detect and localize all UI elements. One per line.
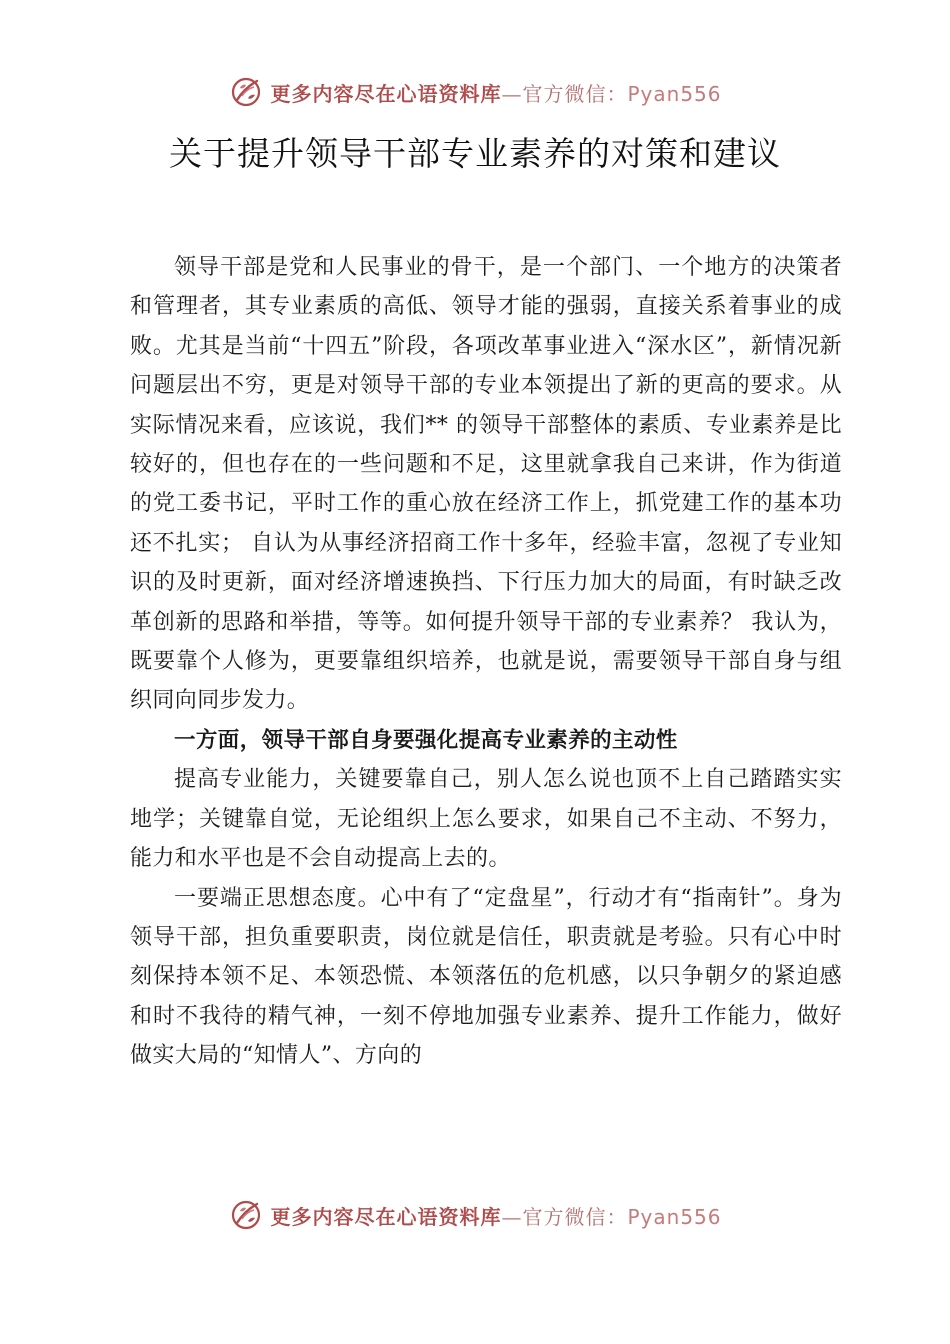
quill-flower-logo-icon bbox=[228, 74, 264, 110]
watermark-text bbox=[270, 1201, 721, 1230]
document-title: 关于提升领导干部专业素养的对策和建议 bbox=[169, 134, 781, 173]
watermark-separator: — bbox=[501, 81, 523, 106]
paragraph-intro: 领导干部是党和人民事业的骨干，是一个部门、一个地方的决策者和管理者，其专业素质的高低、领导才能的强弱，直接关系着事业的成败。尤其是当前“十四五”阶段，各项改革事业进入“深水区”，新情况新问题层出不穷，更是对领导干部的专业本领提出了新的更高的要求。从实际情况来看，应该说，我们** 的领导干部整体的素质、专业素养是比较好的，但也存在的一些问题和不足，这里就拿我自己来讲，作为街道的党工委书记，平时工作的重心放在经济工作上，抓党建工作的基本功还不扎实； 自认为从事经济招商工作十多年，经验丰富，忽视了专业知识的及时更新，面对经济增速换挡、下行压力加大的局面，有时缺乏改革创新的思路和举措，等等。如何提升领导干部的专业素养？ 我认为，既要靠个人修为，更要靠组织培养，也就是说，需要领导干部自身与组织同向同步发力。 bbox=[130, 255, 842, 714]
paragraph-attitude: 一要端正思想态度。心中有了“定盘星”，行动才有“指南针”。身为领导干部，担负重要职责，岗位就是信任，职责就是考验。只有心中时刻保持本领不足、本领恐慌、本领落伍的危机感，以只争朝夕的紧迫感和时不我待的精气神，一刻不停地加强专业素养、提升工作能力，做好做实大局的“知情人”、方向的 bbox=[130, 885, 842, 1069]
document-body bbox=[130, 248, 842, 1076]
watermark-id: Pyan556 bbox=[627, 1204, 722, 1229]
watermark-separator: — bbox=[501, 1204, 523, 1229]
section-heading: 一方面，领导干部自身要强化提高专业素养的主动性 bbox=[174, 727, 678, 753]
header-watermark bbox=[0, 70, 950, 114]
paragraph-self-reliance: 提高专业能力，关键要靠自己，别人怎么说也顶不上自己踏踏实实地学；关键靠自觉，无论组织上怎么要求，如果自己不主动、不努力，能力和水平也是不会自动提高上去的。 bbox=[130, 767, 842, 872]
watermark-main: 更多内容尽在心语资料库 bbox=[270, 1204, 502, 1229]
watermark-text bbox=[270, 78, 721, 107]
watermark-sub: 官方微信： bbox=[522, 1204, 628, 1229]
watermark-sub: 官方微信： bbox=[522, 81, 628, 106]
quill-flower-logo-icon bbox=[228, 1197, 264, 1233]
watermark-main: 更多内容尽在心语资料库 bbox=[270, 81, 502, 106]
footer-watermark bbox=[0, 1193, 950, 1237]
watermark-id: Pyan556 bbox=[627, 81, 722, 106]
